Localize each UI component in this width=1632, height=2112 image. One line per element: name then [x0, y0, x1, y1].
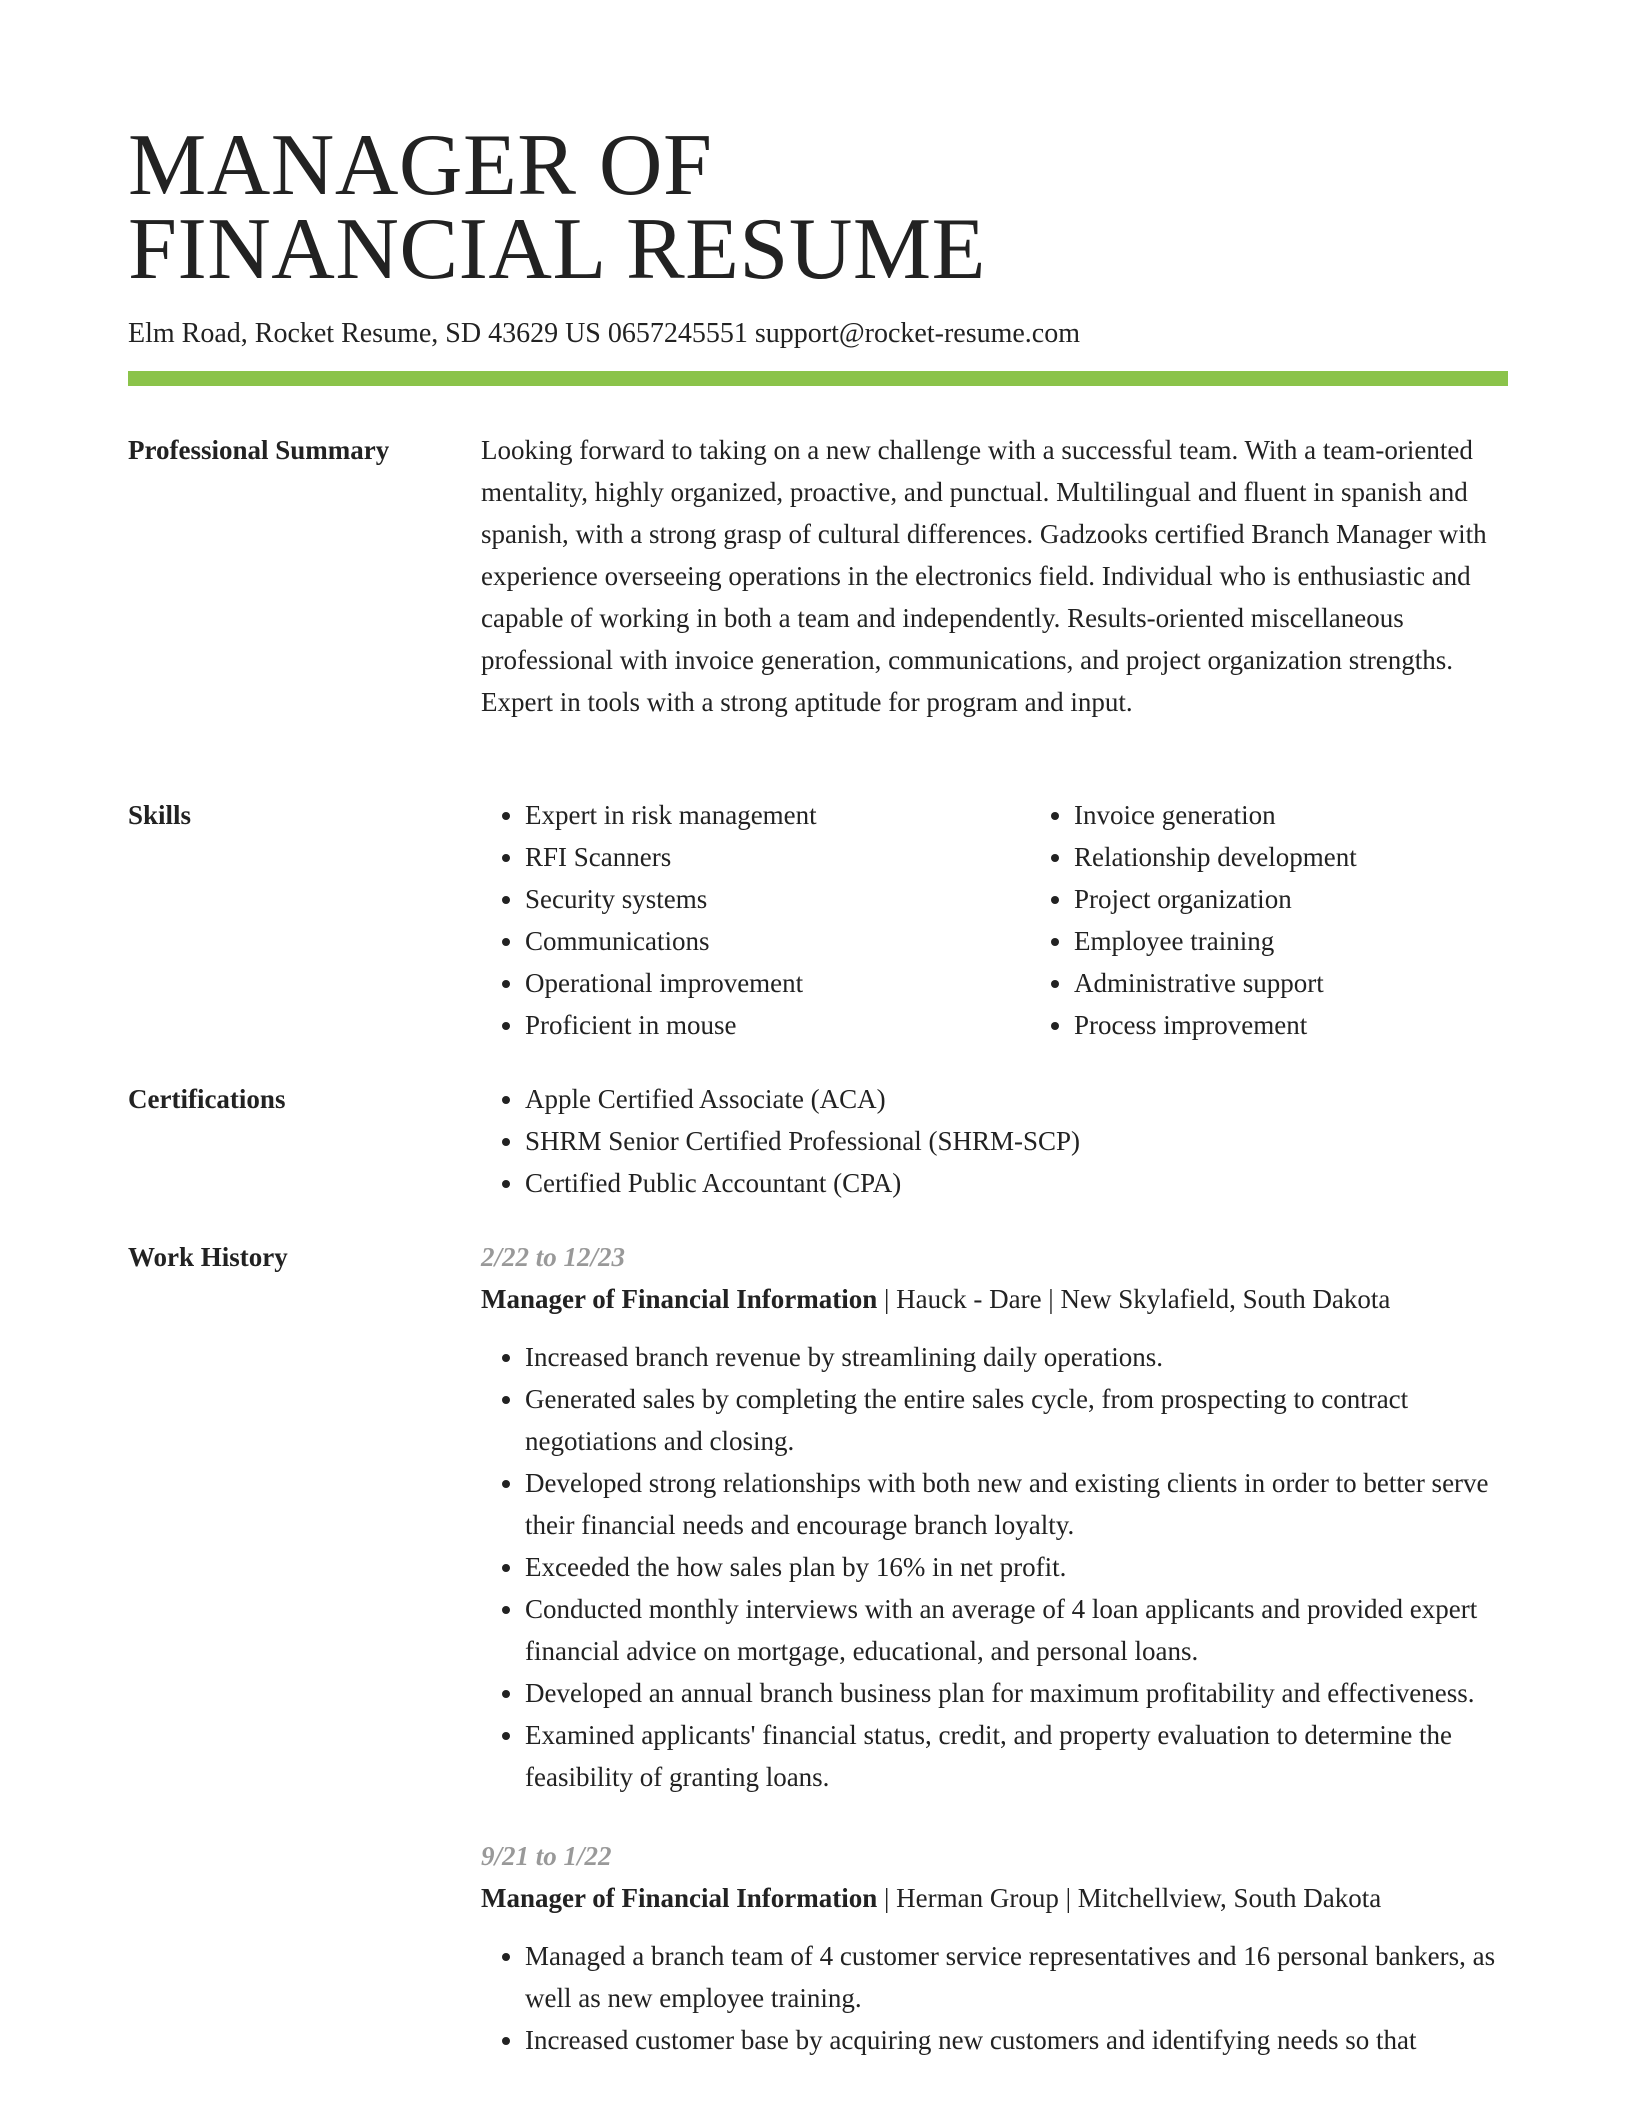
certification-item: • SHRM Senior Certified Professional (SHRM-SCP) — [525, 1120, 1511, 1162]
job-heading — [481, 1278, 1511, 1320]
skill-item: • Proficient in mouse — [525, 1004, 985, 1046]
job-bullet: • Managed a branch team of 4 customer service representatives and 16 personal bankers, as well as new employee training. — [525, 1935, 1511, 2019]
header-divider — [128, 371, 1508, 386]
resume-title-line-2: FINANCIAL RESUME — [128, 201, 986, 298]
skill-item: • Relationship development — [1074, 836, 1534, 878]
job-bullets — [481, 1336, 1511, 1798]
certifications-body — [481, 1078, 1511, 1204]
job-bullet: • Conducted monthly interviews with an average of 4 loan applicants and provided expert financial advice on mortgage, educational, and personal loans. — [525, 1588, 1511, 1672]
job-bullets — [481, 1935, 1511, 2061]
skill-item: • Invoice generation — [1074, 794, 1534, 836]
work-history-body — [481, 1236, 1511, 2061]
skills-list-right — [1030, 794, 1534, 1046]
job-bullet: • Increased branch revenue by streamlining daily operations. — [525, 1336, 1511, 1378]
certifications-label: Certifications — [128, 1084, 286, 1114]
contact-info: Elm Road, Rocket Resume, SD 43629 US 0657245551 support@rocket-resume.com — [128, 318, 1080, 349]
skill-item: • Expert in risk management — [525, 794, 985, 836]
skill-item: • Employee training — [1074, 920, 1534, 962]
skills-list-left — [481, 794, 985, 1046]
certification-item: • Apple Certified Associate (ACA) — [525, 1078, 1511, 1120]
certification-item: • Certified Public Accountant (CPA) — [525, 1162, 1511, 1204]
job-details: | Hauck - Dare | New Skylafield, South Dakota — [877, 1284, 1391, 1314]
job-heading — [481, 1877, 1511, 1919]
skill-item: • Communications — [525, 920, 985, 962]
skill-item: • Administrative support — [1074, 962, 1534, 1004]
summary-text: Looking forward to taking on a new challenge with a successful team. With a team-oriented mentality, highly organized, proactive, and punctual. Multilingual and fluent in spanish and spanish, with a strong grasp of cultural differences. Gadzooks certified Branch Manager with experience overseeing operations in the electronics field. Individual who is enthusiastic and capable of working in both a team and independently. Results-oriented miscellaneous professional with invoice generation, communications, and project organization strengths. Expert in tools with a strong aptitude for program and input. — [481, 435, 1487, 717]
job-bullet: • Generated sales by completing the entire sales cycle, from prospecting to contract negotiations and closing. — [525, 1378, 1511, 1462]
skill-item: • Process improvement — [1074, 1004, 1534, 1046]
summary-label: Professional Summary — [128, 435, 390, 465]
job-dates: 2/22 to 12/23 — [481, 1242, 626, 1272]
job-title: Manager of Financial Information — [481, 1883, 878, 1913]
skill-item: • Operational improvement — [525, 962, 985, 1004]
job-entry — [481, 1835, 1511, 2061]
job-dates: 9/21 to 1/22 — [481, 1841, 612, 1871]
skills-label: Skills — [128, 800, 192, 830]
skill-item: • Project organization — [1074, 878, 1534, 920]
skills-body — [481, 794, 1511, 1046]
job-title: Manager of Financial Information — [481, 1284, 878, 1314]
job-entry — [481, 1236, 1511, 1798]
job-bullet: • Increased customer base by acquiring new customers and identifying needs so that — [525, 2019, 1511, 2061]
work-history-label: Work History — [128, 1242, 288, 1272]
skill-item: • RFI Scanners — [525, 836, 985, 878]
job-details: | Herman Group | Mitchellview, South Dakota — [877, 1883, 1382, 1913]
summary-body — [481, 429, 1511, 723]
job-bullet: • Developed an annual branch business plan for maximum profitability and effectiveness. — [525, 1672, 1511, 1714]
certifications-list — [481, 1078, 1511, 1204]
job-bullet: • Exceeded the how sales plan by 16% in net profit. — [525, 1546, 1511, 1588]
job-bullet: • Developed strong relationships with both new and existing clients in order to better serve their financial needs and encourage branch loyalty. — [525, 1462, 1511, 1546]
job-bullet: • Examined applicants' financial status, credit, and property evaluation to determine the feasibility of granting loans. — [525, 1714, 1511, 1798]
skill-item: • Security systems — [525, 878, 985, 920]
resume-title-line-1: MANAGER OF — [128, 117, 713, 214]
resume-title — [128, 117, 1508, 298]
